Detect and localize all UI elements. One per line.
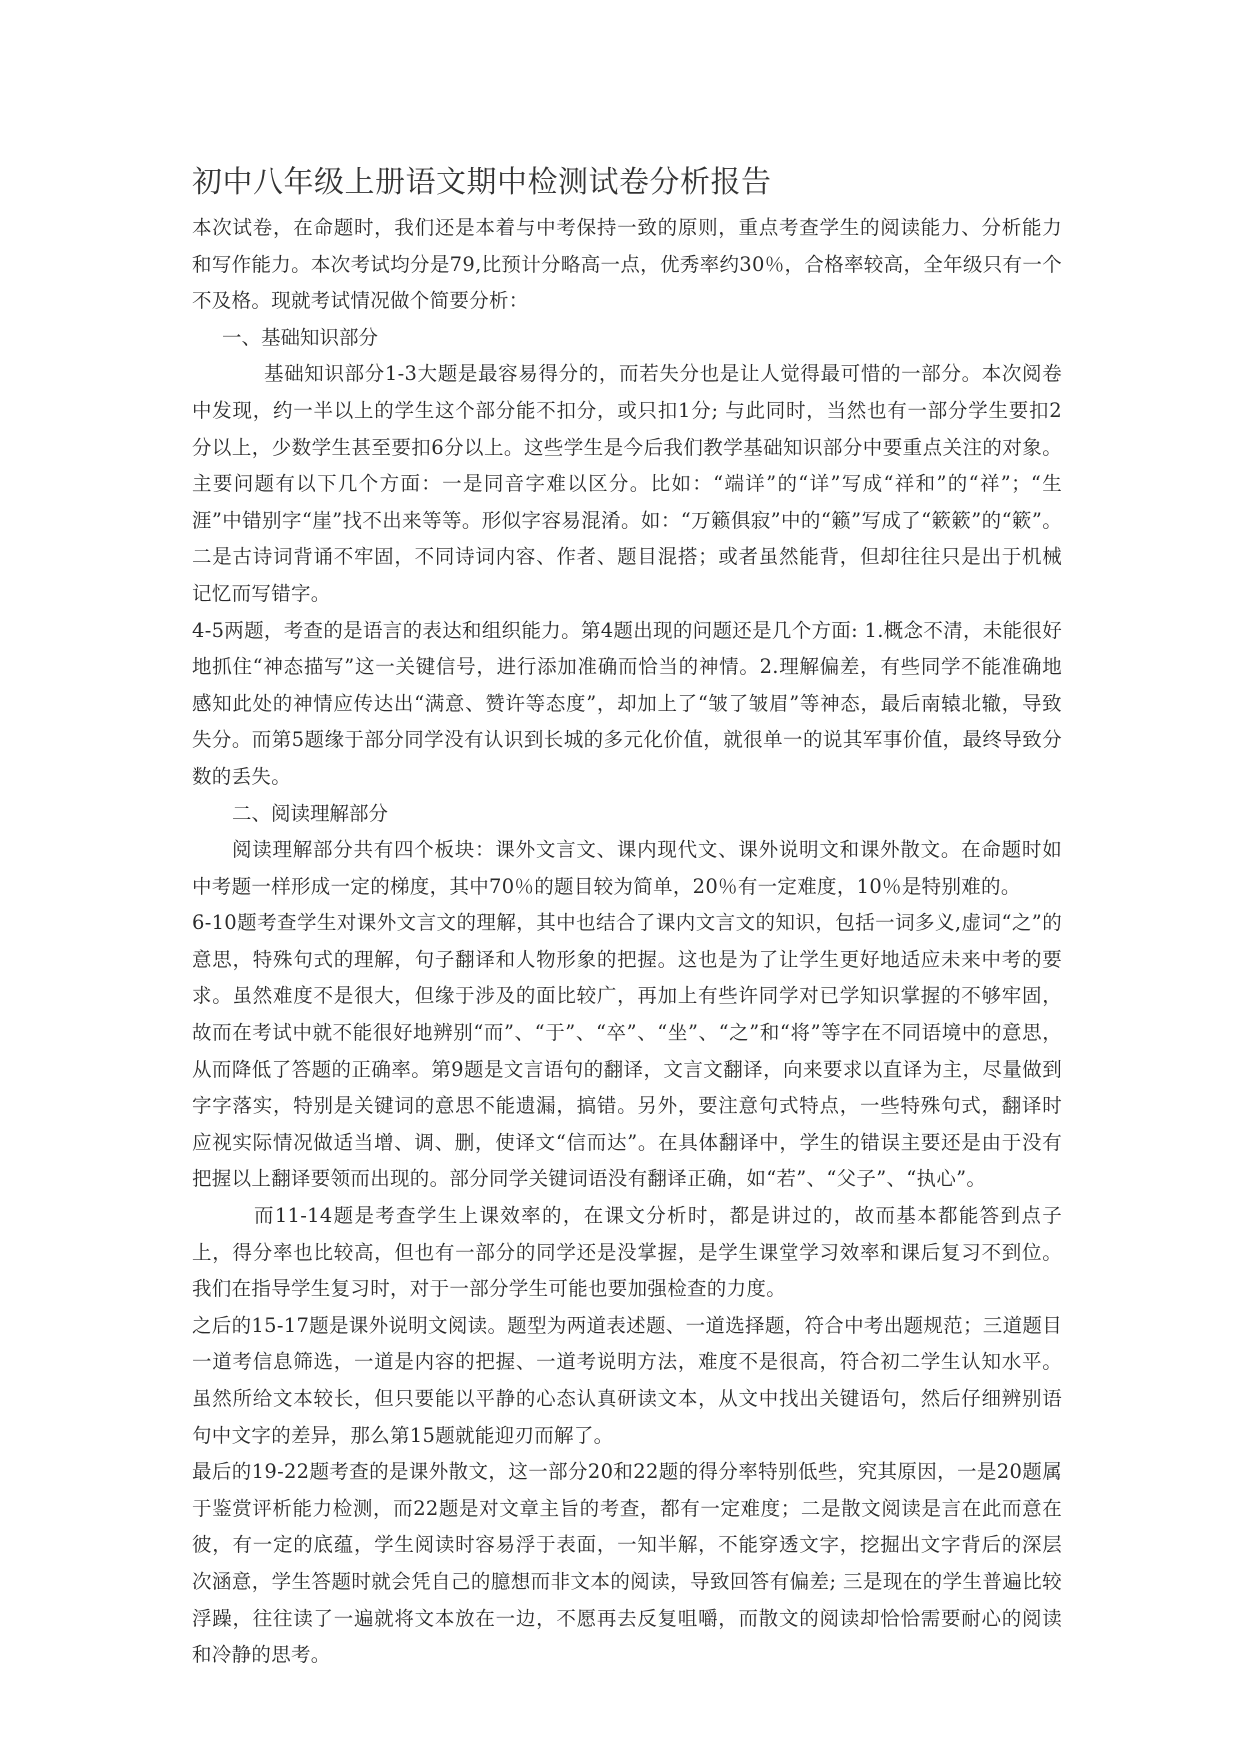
intro-paragraph: 本次试卷，在命题时，我们还是本着与中考保持一致的原则，重点考查学生的阅读能力、分析能力和写作能力。本次考试均分是79,比预计分略高一点，优秀率约30％，合格率较高，全年级只有一个不及格。现就考试情况做个简要分析： [192, 216, 1062, 313]
paragraph-questions-11-14: 而11-14题是考查学生上课效率的，在课文分析时，都是讲过的，故而基本都能答到点子上，得分率也比较高，但也有一部分的同学还是没掌握，是学生课堂学习效率和课后复习不到位。我们在指导学生复习时，对于一部分学生可能也要加强检查的力度。 [192, 1204, 1062, 1301]
paragraph-reading-overview: 阅读理解部分共有四个板块：课外文言文、课内现代文、课外说明文和课外散文。在命题时如中考题一样形成一定的梯度，其中70％的题目较为简单，20％有一定难度，10％是特别难的。 [192, 838, 1062, 898]
section-heading-reading: 二、阅读理解部分 [232, 801, 389, 825]
paragraph-questions-6-10: 6-10题考查学生对课外文言文的理解，其中也结合了课内文言文的知识，包括一词多义,虚词“之”的意思，特殊句式的理解，句子翻译和人物形象的把握。这也是为了让学生更好地适应未来中考的要求。虽然难度不是很大，但缘于涉及的面比较广，再加上有些许同学对已学知识掌握的不够牢固，故而在考试中就不能很好地辨别“而”、“于”、“卒”、“坐”、“之”和“将”等字在不同语境中的意思，从而降低了答题的正确率。第9题是文言语句的翻译，文言文翻译，向来要求以直译为主，尽量做到字字落实，特别是关键词的意思不能遗漏，搞错。另外，要注意句式特点，一些特殊句式，翻译时应视实际情况做适当增、调、删，使译文“信而达”。在具体翻译中，学生的错误主要还是由于没有把握以上翻译要领而出现的。部分同学关键词语没有翻译正确，如“若”、“父子”、“执心”。 [192, 911, 1062, 1191]
paragraph-questions-15-17: 之后的15-17题是课外说明文阅读。题型为两道表述题、一道选择题，符合中考出题规范；三道题目一道考信息筛选，一道是内容的把握、一道考说明方法，难度不是很高，符合初二学生认知水平。虽然所给文本较长，但只要能以平静的心态认真研读文本，从文中找出关键语句，然后仔细辨别语句中文字的差异，那么第15题就能迎刃而解了。 [192, 1313, 1062, 1447]
paragraph-basic-knowledge: 基础知识部分1-3大题是最容易得分的，而若失分也是让人觉得最可惜的一部分。本次阅卷中发现，约一半以上的学生这个部分能不扣分，或只扣1分; 与此同时，当然也有一部分学生要扣2分以上，少数学生甚至要扣6分以上。这些学生是今后我们教学基础知识部分中要重点关注的对象。主要问题有以下几个方面：一是同音字难以区分。比如：“端详”的“详”写成“祥和”的“祥”；“生涯”中错别字“崖”找不出来等等。形似字容易混淆。如：“万籁俱寂”中的“籁”写成了“簌簌”的“簌”。二是古诗词背诵不牢固，不同诗词内容、作者、题目混搭；或者虽然能背，但却往往只是出于机械记忆而写错字。 [192, 362, 1062, 605]
paragraph-questions-4-5: 4-5两题，考查的是语言的表达和组织能力。第4题出现的问题还是几个方面: 1.概念不清，未能很好地抓住“神态描写”这一关键信号，进行添加准确而恰当的神情。2.理解偏差，有些同学不能准确地感知此处的神情应传达出“满意、赞许等态度”，却加上了“皱了皱眉”等神态，最后南辕北辙，导致失分。而第5题缘于部分同学没有认识到长城的多元化价值，就很单一的说其军事价值，最终导致分数的丢失。 [192, 618, 1062, 788]
document-title: 初中八年级上册语文期中检测试卷分析报告 [192, 165, 772, 200]
section-heading-basic-knowledge: 一、基础知识部分 [222, 325, 379, 349]
document-page [192, 160, 1062, 1674]
paragraph-questions-19-22: 最后的19-22题考查的是课外散文，这一部分20和22题的得分率特别低些，究其原因，一是20题属于鉴赏评析能力检测，而22题是对文章主旨的考查，都有一定难度；二是散文阅读是言在此而意在彼，有一定的底蕴，学生阅读时容易浮于表面，一知半解，不能穿透文字，挖掘出文字背后的深层次涵意，学生答题时就会凭自己的臆想而非文本的阅读，导致回答有偏差; 三是现在的学生普遍比较浮躁，往往读了一遍就将文本放在一边，不愿再去反复咀嚼，而散文的阅读却恰恰需要耐心的阅读和冷静的思考。 [192, 1460, 1062, 1667]
